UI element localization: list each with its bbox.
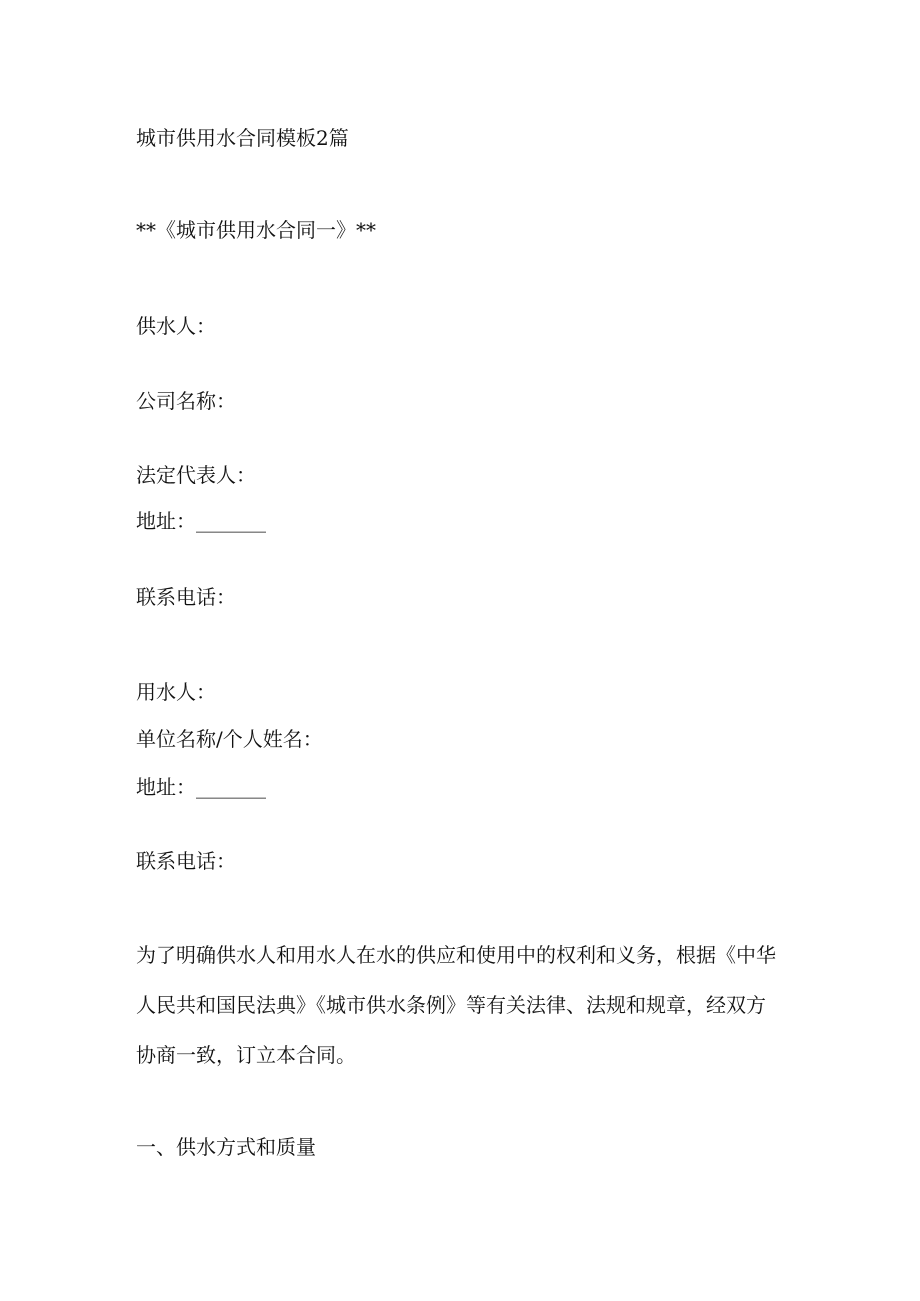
supplier-heading: 供水人： [136, 314, 216, 338]
supplier-legal-rep-field: 法定代表人： [136, 463, 256, 487]
section-heading: 一、供水方式和质量 [136, 1135, 316, 1159]
contract-subtitle: **《城市供用水合同一》** [136, 218, 376, 242]
supplier-company-field: 公司名称： [136, 389, 236, 413]
preamble-paragraph: 为了明确供水人和用水人在水的供应和使用中的权利和义务，根据《中华人民共和国民法典》《城市供水条例》等有关法律、法规和规章，经双方协商一致，订立本合同。 [136, 943, 776, 1067]
user-phone-field: 联系电话： [136, 849, 236, 873]
document-title: 城市供用水合同模板2篇 [136, 126, 349, 150]
user-name-field: 单位名称/个人姓名： [136, 727, 323, 751]
supplier-address-field: 地址：_______ [136, 509, 266, 533]
supplier-phone-field: 联系电话： [136, 585, 236, 609]
user-heading: 用水人： [136, 680, 216, 704]
user-address-field: 地址：_______ [136, 775, 266, 799]
